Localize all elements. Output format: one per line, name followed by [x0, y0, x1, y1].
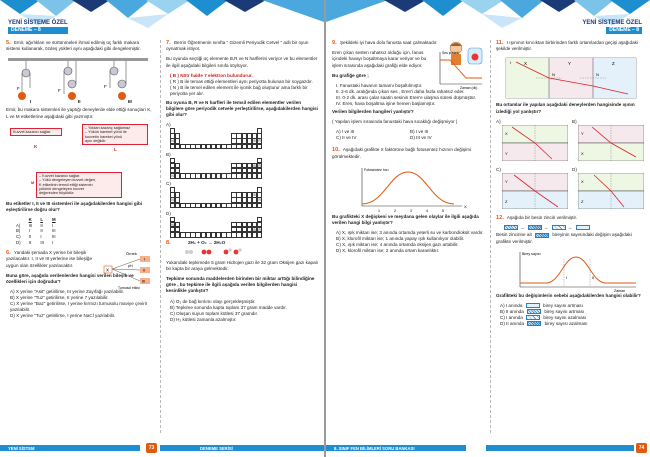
answer-grid — [336, 129, 484, 141]
option-letter: D) — [166, 210, 171, 216]
x-tick: 3 — [410, 208, 412, 213]
option-text: I anında — [506, 314, 523, 320]
table-cell: II — [40, 222, 43, 228]
panel-label: Y — [505, 178, 508, 184]
x-tick: 1 — [378, 208, 380, 213]
question-text: Yandaki şemada X yerine bir bileşik yazılacaktır. I, II ve III yerlerine ise bileşiğe uygun olan özellikler yazılacaktır. — [6, 250, 93, 268]
label-boxes — [6, 124, 154, 170]
sound-intensity-graph — [436, 50, 484, 90]
organism-box — [527, 321, 541, 326]
fact-N: ( N ) B ile temel edilen element ile iyonik bağ oluşturur ama farklı bir periyotta yer alır. — [170, 84, 308, 96]
page-header-title — [582, 20, 642, 34]
panel-label: X — [505, 130, 508, 136]
question-text: Berrin Öğretmenin sınıfta " Gizemli Periyodik Cetvel " adlı bir oyun oynatmak istiyor. — [166, 40, 309, 52]
option-text: birey sayısı artması — [544, 308, 585, 314]
left-column-1 — [6, 40, 154, 433]
periodic-option-C[interactable] — [166, 181, 318, 208]
answer-option-D[interactable]: D) X yerine "Tuz" getirilirse, I yerine NaCl yazılabilir. — [10, 313, 116, 319]
x-tick: 2 — [394, 208, 396, 213]
diagram-item: III — [142, 278, 146, 284]
periodic-cell: R — [258, 139, 261, 144]
panel-label: Y — [505, 150, 508, 156]
header-title-line2: DENEME – 8 — [8, 27, 68, 34]
periodic-table-mini — [170, 187, 318, 208]
reaction-equation: 2H₂ + O₂ → 2H₂O — [187, 240, 226, 246]
refraction-panel — [502, 173, 568, 209]
answer-option-D[interactable]: D) III ve IV — [410, 135, 432, 141]
tag-L: L — [114, 146, 117, 152]
question-number: 10. — [332, 147, 340, 154]
answer-option-D[interactable] — [12, 240, 60, 246]
graph-mark: II — [592, 274, 595, 280]
option-letter: C) — [16, 234, 21, 240]
option-letter: B) — [500, 308, 505, 314]
medium-label: X — [524, 61, 527, 67]
answer-option-A[interactable]: A) O₂ de bağ kırılımı olayı gerçekleşmiştir. — [170, 298, 256, 304]
answer-option-C[interactable]: C) Oluşan suyun toplam kütlesi 37 gramdır. — [170, 310, 259, 316]
normal-label: N — [596, 72, 599, 78]
col-header: K — [28, 217, 32, 223]
periodic-cell — [257, 144, 263, 150]
table-cell: II — [28, 239, 32, 245]
col-header: L — [40, 217, 43, 223]
periodic-cell: N — [171, 198, 174, 203]
option-letter: D) — [16, 239, 21, 245]
label-box-line: yükünü dengeleyen kuvvet — [39, 187, 84, 192]
photosynthesis-graph — [332, 164, 482, 214]
graph-x-label: Zaman — [614, 288, 626, 293]
right-column-2 — [490, 40, 644, 433]
table-cell: III — [28, 222, 33, 228]
periodic-table-mini — [170, 217, 318, 238]
question-number: 7. — [166, 40, 171, 46]
panel-label: X — [581, 150, 584, 156]
pulley-force-label: F — [58, 88, 61, 94]
table-cell: III — [51, 228, 56, 234]
question-9 — [332, 40, 484, 46]
graph-y-label: Fotosentez hızı — [364, 167, 389, 172]
label-box-line: kuvvetin hareket yönü — [85, 134, 122, 139]
table-cell: I — [40, 234, 42, 240]
periodic-cell: R — [258, 227, 261, 232]
refraction-option-C[interactable] — [496, 167, 568, 211]
periodic-cell — [257, 232, 263, 238]
option-text: birey sayısı azalması — [543, 314, 587, 320]
question-10-prompt: Bu grafikteki X değişkeni ve meydana gelen olaylar ile ilgili aşağıda verilen hangi bilgi yanlıştır? — [332, 213, 479, 226]
answer-option-A[interactable]: A) X yerine "Asit" getirilirse, III yerine Zayıfağı yazılabilir. — [10, 289, 125, 295]
option-letter: D) — [572, 166, 577, 172]
refraction-options — [496, 119, 644, 215]
answer-table — [12, 217, 60, 245]
label-box-line: – Yükü dengeleyen kuvvet değeri, — [39, 178, 97, 183]
refraction-panel — [578, 125, 644, 161]
question-8-prompt: Tepkime sonunda maddelerden birinden bir miktar arttığı bilindiğine göre , bu tepkime ile ilgili aşağıda verilen bilgilerden hangisi kesinlikle yanlıştır? — [166, 276, 315, 294]
footer-book-label: 8. SINIF FEN BİLİMLERİ SORU BANKASI — [334, 445, 415, 451]
option-letter: A) — [496, 118, 501, 124]
table-cell: I — [28, 228, 30, 234]
graph-y-label: Ses şiddeti — [442, 51, 459, 56]
question-text: Aşağıda bir besin zinciri verilmiştir. — [506, 214, 578, 220]
answer-option-D[interactable]: D) X, klorofil miktarı ise; 2 anında ortam karanlıktır. — [336, 248, 440, 254]
question-number: 6. — [6, 250, 11, 257]
statement-II: II. 2-6 dk. aralığında çıkan ses , Eren'i daha fazla rahatsız eder. — [336, 89, 465, 95]
table-cell: II — [28, 234, 32, 240]
left-footer — [0, 443, 324, 453]
periodic-table-mini — [170, 128, 318, 149]
question-11 — [496, 40, 644, 52]
periodic-row — [170, 203, 318, 208]
option-letter: C) — [496, 166, 501, 172]
periodic-table-mini — [170, 158, 318, 179]
fact-B: ( B ) Nötr halde 7 elektron bulundurur. — [170, 72, 253, 78]
table-cell: I — [51, 239, 54, 245]
x-tick: 4 — [426, 208, 428, 213]
question-5-prompt: Bu etiketler I, II ve III sistemleri ile aşağıdakilerden hangisi gibi eşleştirilirse doğru olur? — [6, 200, 143, 213]
header-title-line1: YENİ SİSTEME ÖZEL — [8, 20, 68, 26]
periodic-cell: B — [253, 193, 256, 198]
organism-box — [527, 309, 541, 314]
chain-text: bireyinin sayısındaki değişim aşağıdaki grafikte verilmiştir. — [496, 232, 632, 244]
organism-box — [504, 225, 518, 230]
refraction-option-A[interactable] — [496, 119, 568, 163]
medium-label: Y — [568, 61, 571, 67]
option-text: II anında — [506, 320, 525, 326]
chain-text: Besin zincirine ait — [496, 232, 532, 238]
refraction-option-D[interactable] — [572, 167, 644, 211]
statement-IV: IV. Eren, hava boşaltma işine hemen başlamıştır. — [336, 101, 436, 107]
tag-K: K — [34, 143, 38, 149]
footer-series-center: DENEME SERİSİ — [200, 445, 233, 451]
periodic-cell: B — [253, 163, 256, 168]
system-label: III — [128, 99, 132, 105]
diagram-tornasol: Turnusol etkisi — [118, 286, 140, 291]
label-box-M — [31, 172, 122, 198]
medium-label: Z — [612, 61, 615, 67]
system-label: II — [78, 99, 81, 105]
page-number: 74 — [636, 443, 647, 453]
periodic-cell: B — [253, 139, 256, 144]
label-box-line: değerinden büyüktür. — [39, 191, 75, 196]
question-number: 8. — [166, 240, 171, 247]
periodic-row — [170, 144, 318, 149]
fact-R: ( R ) B ile temas ettiği elementleri aynı periyotta bulunan bir soygazdır. — [170, 78, 313, 84]
question-number: 11. — [496, 40, 504, 46]
table-cell: III — [40, 239, 44, 245]
option-text: birey sayısı azalması — [544, 320, 588, 326]
question-text: Aşağıdaki grafikte X faktörüne bağlı fotosentez hızının değişimi görülmektedir. — [332, 147, 472, 159]
organism-box — [526, 315, 540, 320]
footer-bar — [486, 445, 634, 451]
label-box-L — [82, 124, 148, 146]
question-text: I ışınının kırıcıktan birbirinden farklı ortamlardan geçişi aşağıdaki şekilde verilmiştir. — [496, 40, 638, 52]
option-text: II anında — [505, 308, 524, 314]
option-letter: C) — [166, 181, 171, 187]
question-11-prompt: Bu ortamlar ile yapılan aşağıdaki deneylerden hangisinde ışının izlediği yol yanlıştır? — [496, 102, 635, 114]
question-6-prompt: Buna göre, aşağıda verilenlerden hangisi verilen bileşik ve özellikleri için doğrudur? — [6, 272, 134, 285]
answer-option-B[interactable]: B) X yerine "Tuz" getirilirse, II yerine 7 yazılabilir. — [10, 295, 109, 301]
organism-box — [552, 225, 566, 230]
pulley-force-label: F — [17, 86, 20, 92]
footer-bar — [160, 445, 324, 451]
organism-box — [576, 225, 590, 230]
population-graph — [496, 249, 644, 293]
statement-III: III. 0-2 dk. arası çalar saatin sesinin Eren'e ulaşma süresi düşmüştür. — [336, 95, 477, 101]
question-8 — [166, 240, 318, 255]
label-box-K — [10, 128, 62, 136]
option-text: birey sayısı artması — [543, 302, 583, 308]
option-letter: A) — [16, 222, 21, 228]
organism-box — [528, 225, 542, 230]
table-cell: III — [51, 234, 56, 240]
organism-box — [535, 233, 549, 238]
header-title-line1: YENİ SİSTEME ÖZEL — [582, 20, 642, 26]
answer-option-A[interactable]: A) X, ışık miktarı ise; 3 anında ortamda yeterli su ve karbondioksit vardır. — [336, 230, 484, 236]
question-7-text2: Bu oyunda seçtiği üç elemente B,R ve N harflerini veriyor ve bu elementler ile ilgili aşağıdaki bilgileri sınıfa söylüyor. — [166, 56, 318, 68]
answer-option-D[interactable] — [500, 321, 644, 327]
refraction-panel — [502, 125, 568, 161]
diagram-item: II — [143, 267, 146, 273]
system-label: I — [30, 99, 32, 105]
periodic-option-B[interactable] — [166, 152, 318, 179]
graph-x-label: Zaman (dk) — [460, 86, 478, 91]
question-12-prompt: Grafikteki bu değişimlerin sebebi aşağıdakilerden hangisi olabilir? — [496, 292, 641, 298]
diagram-top-label: Örnek — [126, 251, 137, 257]
refraction-option-B[interactable] — [572, 119, 644, 163]
question-number: 5. — [6, 40, 11, 46]
graph-mark: I — [566, 274, 568, 280]
label-box-line: – Yoldan kazanç sağlamaz — [85, 125, 130, 130]
option-letter: B) — [16, 228, 21, 234]
periodic-cell: N — [171, 139, 174, 144]
panel-label: Y — [581, 130, 584, 136]
compound-diagram — [102, 250, 154, 290]
periodic-cell: N — [171, 174, 174, 179]
periodic-cell: B — [253, 227, 256, 232]
question-7 — [166, 40, 318, 52]
left-page — [0, 0, 324, 457]
question-5-text2: Emir, bu makara sistemleri ile yaptığı deneylerde elde ettiği sonuçları K, L ve M etiketlerine aşağıdaki gibi yazmıştır. — [6, 107, 152, 119]
tag-M: M — [31, 180, 35, 185]
periodic-cell — [257, 203, 263, 209]
header-title-line2: DENEME – 8 — [606, 27, 642, 34]
question-10 — [332, 147, 484, 159]
periodic-cell: R — [258, 198, 261, 203]
panel-label: X — [581, 178, 584, 184]
panel-label: Z — [581, 198, 584, 204]
question-number: 12. — [496, 214, 504, 221]
periodic-cell — [257, 173, 263, 179]
periodic-row — [170, 232, 318, 237]
option-letter: B) — [572, 118, 577, 124]
panel-label: Z — [505, 198, 508, 204]
normal-label: N — [552, 72, 555, 78]
page-number: 73 — [146, 443, 157, 453]
question-5 — [6, 40, 154, 52]
ray-label: I — [510, 60, 512, 66]
option-text: I anında — [505, 302, 523, 308]
label-box-line: – Kuvvet kazancı sağlar. — [39, 173, 81, 178]
prompt-text: Verilen bilgilerden hangileri yanlıştır? — [332, 109, 414, 115]
question-12-text2 — [496, 232, 644, 244]
pulley-systems-figure — [6, 58, 152, 104]
question-9-note: ( Yapılan işlem sırasında fanustaki hava sıcaklığı değişmiyor ) — [332, 119, 458, 125]
molecule-icons — [184, 248, 244, 256]
x-tick: 5 — [442, 208, 444, 213]
answer-option-C[interactable]: C) II ve IV — [336, 135, 357, 141]
option-letter: C) — [500, 314, 505, 320]
question-9-head: Bu grafiğe göre ; — [332, 72, 369, 78]
label-box-line: K etiketinin temsil ettiği sistemin — [39, 182, 93, 187]
right-footer — [326, 443, 650, 453]
answer-option-B[interactable]: B) Tepkime sonunda kapta toplam 37 gram madde vardır. — [170, 304, 287, 310]
question-8-text: Yukarıdaki tepkimede 5 gram Hidrojen gazı ile 32 gram Oksijen gazı kapalı bir kapta bir araya gelmektedir. — [166, 259, 318, 271]
label-box-line: – Yükün hareket yönü ile — [85, 130, 127, 135]
answer-option-C[interactable]: C) X yerine "Baz" getirilirse, I yerine kırmızı turnusolu maviye çevirir yazılabilir. — [10, 301, 148, 313]
option-letter: A) — [166, 122, 171, 128]
right-page — [326, 0, 650, 457]
question-9-text2: Eren çıkan sesten rahatsız olduğu için, fanus içindeki havayı boşaltmaya karar veriyor ve bu işlem sırasında aşağıdaki grafiği elde ediyor. — [332, 50, 427, 68]
answer-option-D[interactable]: D) H₂ kütlesi zamanla azalmıştır. — [170, 316, 237, 322]
question-7-prompt: Bu oyuna B, R ve N harfleri ile temsil edilen elementler verilen bilgilere göre periyodik cetvele yerleştirilirse, aşağıdakilerden hangisi gibi olur? — [166, 99, 318, 118]
option-letter: B) — [166, 151, 171, 157]
statement-I: I. Fanustaki havanın tamamı boşaltılmıştır. — [336, 83, 423, 89]
question-12 — [496, 215, 644, 221]
graph-y-label: Birey sayısı — [522, 251, 541, 256]
col-header: M — [51, 217, 56, 223]
answer-option-A[interactable]: A) I ve III — [336, 129, 355, 135]
page-header-title — [8, 20, 68, 34]
question-number: 9. — [332, 40, 337, 46]
table-cell: I — [51, 222, 54, 228]
question-text: Emir, ağırlıkları ve sürtünmeleri ihmal edilmiş üç farklı makara sistemi kullanarak, özdeş yükleri aynı aşağıdaki gibi dengelemiştir. — [6, 40, 141, 52]
answer-option-C[interactable]: C) X, ışık miktarı ise; 4 anında ortamda oksijen gazı artabilir. — [336, 242, 459, 248]
question-9-prompt — [332, 109, 484, 115]
periodic-cell: N — [171, 222, 174, 227]
refraction-panel — [578, 173, 644, 209]
organism-box — [526, 303, 540, 308]
answer-option-B[interactable]: B) I ve III — [410, 129, 429, 135]
graph-x-label: X — [464, 203, 467, 209]
periodic-option-A[interactable] — [166, 122, 318, 149]
diagram-x-label: X — [106, 267, 110, 273]
left-column-2 — [160, 40, 318, 433]
periodic-cell: R — [258, 163, 261, 168]
answer-option-B[interactable]: B) X, klorofil miktarı ise; 1 anında yapay ışık kullanılıyor olabilir. — [336, 236, 465, 242]
right-column-1 — [332, 40, 484, 433]
table-cell: II — [40, 228, 43, 234]
option-letter: A) — [500, 302, 505, 308]
food-chain: → → → — [502, 225, 644, 230]
diagram-item: I — [144, 256, 146, 262]
periodic-option-D[interactable] — [166, 211, 318, 238]
footer-series-label: YENİ SİSTEM — [8, 445, 35, 451]
diagram-ph: pH — [128, 264, 133, 269]
label-box-line: aynı değildir. — [85, 139, 107, 144]
periodic-row — [170, 173, 318, 178]
option-letter: D) — [500, 320, 505, 326]
question-text: Şekildeki iyi hava dolu fanusta saat çalmaktadır. — [339, 40, 438, 45]
pulley-force-label: F — [104, 84, 107, 90]
refraction-figure — [496, 56, 644, 100]
label-box-K-text: Kuvvet kazancı sağlar. — [13, 129, 51, 134]
